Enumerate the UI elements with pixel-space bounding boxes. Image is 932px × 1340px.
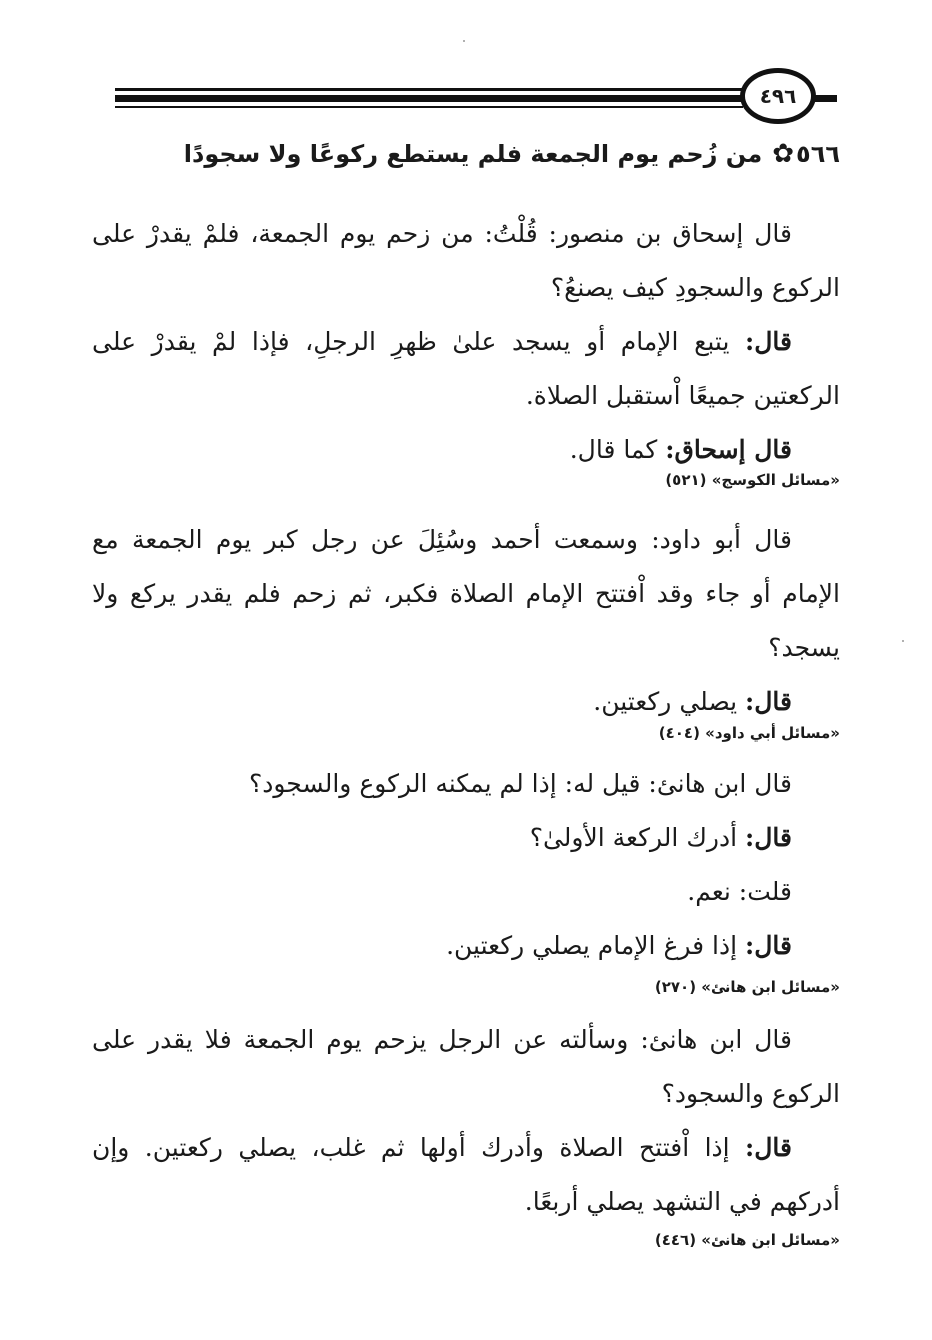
paragraph-lead: قال: <box>745 823 792 852</box>
section-2 <box>92 513 840 729</box>
paragraph-lead: قال: <box>745 327 792 356</box>
paragraph <box>92 207 840 315</box>
citation: «مسائل أبي داود» (٤٠٤) <box>658 724 840 742</box>
paragraph <box>92 757 840 811</box>
header-rule-top <box>115 88 743 91</box>
paragraph <box>92 919 840 973</box>
citation: «مسائل ابن هانئ» (٢٧٠) <box>654 978 840 996</box>
paragraph-text: كما قال. <box>569 435 666 464</box>
paragraph-lead: قال إسحاق: <box>665 435 792 464</box>
paragraph <box>92 513 840 675</box>
flower-ornament-icon: ✿ <box>772 139 795 169</box>
paragraph <box>92 865 840 919</box>
scan-speck <box>902 640 904 642</box>
paragraph-text: إذا فرغ الإمام يصلي ركعتين. <box>446 931 746 960</box>
paragraph-text: قال ابن هانئ: وسألته عن الرجل يزحم يوم الجمعة فلا يقدر على الركوع والسجود؟ <box>92 1025 840 1108</box>
citation: «مسائل ابن هانئ» (٤٤٦) <box>654 1231 840 1249</box>
paragraph <box>92 1121 840 1229</box>
chapter-heading <box>100 140 840 168</box>
heading-number-badge <box>772 140 840 168</box>
section-4 <box>92 1013 840 1229</box>
header-rule-right-stub <box>815 95 837 102</box>
paragraph <box>92 811 840 865</box>
paragraph-text: يصلي ركعتين. <box>593 687 746 716</box>
paragraph <box>92 423 840 477</box>
paragraph-text: قال ابن هانئ: قيل له: إذا لم يمكنه الركوع والسجود؟ <box>248 769 792 798</box>
paragraph <box>92 1013 840 1121</box>
paragraph-text: قال إسحاق بن منصور: قُلْتُ: من زحم يوم الجمعة، فلمْ يقدرْ على الركوع والسجودِ كيف يصنعُ؟ <box>92 219 840 302</box>
section-3 <box>92 757 840 973</box>
paragraph <box>92 315 840 423</box>
paragraph-lead: قال: <box>745 687 792 716</box>
paragraph-text: قال أبو داود: وسمعت أحمد وسُئِلَ عن رجل كبر يوم الجمعة مع الإمام أو جاء وقد اْفتتح الإمام الصلاة فكبر، ثم زحم فلم يقدر يركع ولا يسجد؟ <box>92 525 840 662</box>
paragraph-text: قلت: نعم. <box>687 877 792 906</box>
section-1 <box>92 207 840 477</box>
heading-title: من زُحم يوم الجمعة فلم يستطع ركوعًا ولا سجودًا <box>183 140 763 168</box>
header-rule-thick <box>115 95 743 102</box>
scan-speck <box>463 40 465 42</box>
paragraph-lead: قال: <box>745 1133 792 1162</box>
page-number: ٤٩٦ <box>740 68 816 124</box>
paragraph-lead: قال: <box>745 931 792 960</box>
citation: «مسائل الكوسج» (٥٢١) <box>665 471 840 489</box>
header-rule-bottom <box>115 106 743 108</box>
paragraph-text: أدرك الركعة الأولىٰ؟ <box>529 823 746 852</box>
paragraph-text: يتبع الإمام أو يسجد علىٰ ظهرِ الرجلِ، فإذا لمْ يقدرْ على الركعتين جميعًا اْستقبل الصلاة. <box>92 327 840 410</box>
heading-number: ٥٦٦ <box>796 140 840 168</box>
paragraph-text: إذا اْفتتح الصلاة وأدرك أولها ثم غلب، يصلي ركعتين. وإن أدركهم في التشهد يصلي أربعًا. <box>92 1133 840 1216</box>
paragraph <box>92 675 840 729</box>
